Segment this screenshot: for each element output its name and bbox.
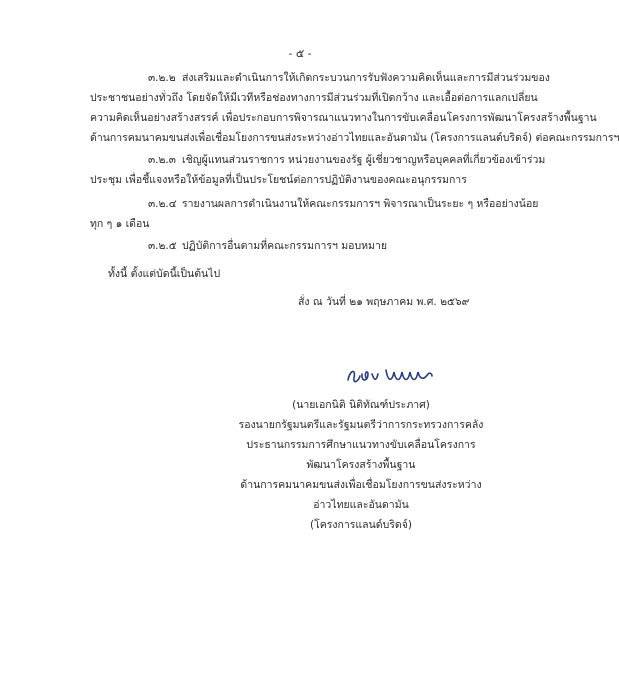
item-line: ๓.๒.๓ เชิญผู้แทนส่วนราชการ หน่วยงานของรัฐ ผู้เชี่ยวชาญหรือบุคคลที่เกี่ยวข้องเข้าร่วม: [90, 150, 545, 170]
item-line: ประชุม เพื่อชี้แจงหรือให้ข้อมูลที่เป็นประโยชน์ต่อการปฏิบัติงานของคณะอนุกรรมการ: [90, 174, 467, 186]
item-number: ๓.๒.๒: [148, 72, 176, 84]
item-line: ทุก ๆ ๑ เดือน: [90, 218, 150, 230]
signer-title: รองนายกรัฐมนตรีและรัฐมนตรีว่าการกระทรวงการคลัง: [238, 419, 484, 431]
closing-statement: ทั้งนี้ ตั้งแต่บัดนี้เป็นต้นไป: [108, 268, 221, 280]
signer-name: (นายเอกนิติ นิติทัณฑ์ประภาศ): [292, 399, 430, 411]
item-3-2-4: [90, 194, 545, 234]
item-line: ด้านการคมนาคมขนส่งเพื่อเชื่อมโยงการขนส่งระหว่างอ่าวไทยและอันดามัน (โครงการแลนด์บริดจ์) ต่อคณะกรรมการฯ: [90, 132, 619, 144]
signer-position: ด้านการคมนาคมขนส่งเพื่อเชื่อมโยงการขนส่งระหว่างอ่าวไทยและอันดามัน: [240, 479, 482, 511]
signer-position: ประธานกรรมการศึกษาแนวทางขับเคลื่อนโครงการพัฒนาโครงสร้างพื้นฐาน: [246, 439, 476, 471]
signer-block: [238, 395, 484, 535]
item-line: ๓.๒.๒ ส่งเสริมและดำเนินการให้เกิดกระบวนการรับฟังความคิดเห็นและการมีส่วนร่วมของ: [90, 68, 545, 88]
item-line: ความคิดเห็นอย่างสร้างสรรค์ เพื่อประกอบการพิจารณาแนวทางในการขับเคลื่อนโครงการพัฒนาโครงสร้างพื้นฐาน: [90, 112, 597, 124]
item-line: ๓.๒.๕ ปฏิบัติการอื่นตามที่คณะกรรมการฯ มอบหมาย: [90, 236, 545, 256]
item-3-2-2: [90, 68, 619, 148]
item-3-2-3: [90, 150, 545, 190]
item-line: ประชาชนอย่างทั่วถึง โดยจัดให้มีเวทีหรือช่องทางการมีส่วนร่วมที่เปิดกว้าง และเอื้อต่อการแลกเปลี่ยน: [90, 92, 538, 104]
item-number: ๓.๒.๕: [148, 240, 177, 252]
page-number: - ๕ -: [288, 47, 312, 60]
handwritten-signature: [344, 360, 436, 390]
item-number: ๓.๒.๓: [148, 154, 176, 166]
item-number: ๓.๒.๔: [148, 198, 177, 210]
item-line: ๓.๒.๔ รายงานผลการดำเนินงานให้คณะกรรมการฯ พิจารณาเป็นระยะ ๆ หรืออย่างน้อย: [90, 194, 545, 214]
date-line: สั่ง ณ วันที่ ๒๑ พฤษภาคม พ.ศ. ๒๕๖๙: [298, 296, 470, 308]
signer-position: (โครงการแลนด์บริดจ์): [310, 519, 412, 531]
item-3-2-5: [90, 236, 545, 256]
